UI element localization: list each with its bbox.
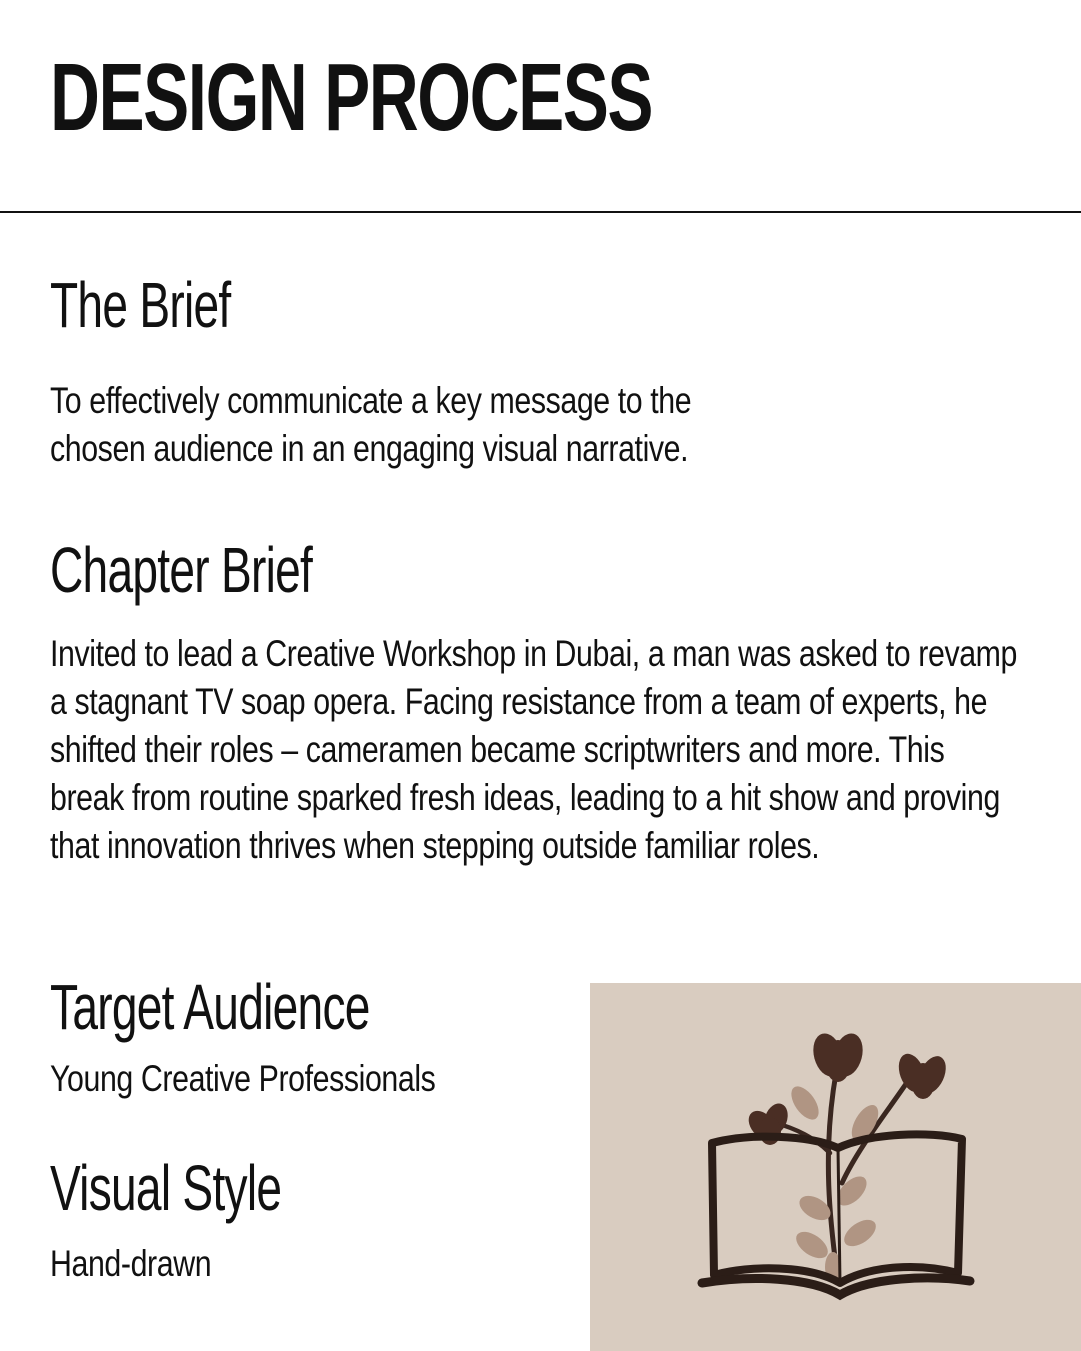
title-divider xyxy=(0,211,1081,213)
open-book-with-flowers-icon xyxy=(590,983,1081,1351)
leaf xyxy=(792,1226,833,1263)
page-title: DESIGN PROCESS xyxy=(50,44,653,151)
visual-style-heading: Visual Style xyxy=(50,1152,282,1224)
leaf xyxy=(786,1082,824,1125)
chapter-brief-heading: Chapter Brief xyxy=(50,534,313,606)
chapter-brief-text: Invited to lead a Creative Workshop in Dubai, a man was asked to revamp a stagnant TV soap opera. Facing resistance from a team of experts, he shifted their roles – cameramen became scriptwriters and more. This break from routine sparked fresh ideas, leading to a hit show and proving that innovation thrives when stepping outside familiar roles. xyxy=(50,633,1018,866)
brief-text: To effectively communicate a key message to the chosen audience in an engaging visual narrative. xyxy=(50,380,692,469)
brief-heading: The Brief xyxy=(50,269,231,341)
target-audience-heading: Target Audience xyxy=(50,971,370,1043)
stem-center xyxy=(828,1073,838,1281)
illustration-panel xyxy=(590,983,1081,1351)
flower-top xyxy=(809,1030,867,1082)
book-spine xyxy=(838,1148,840,1283)
target-audience-text: Young Creative Professionals xyxy=(50,1058,436,1099)
visual-style-text: Hand-drawn xyxy=(50,1243,212,1284)
leaf xyxy=(840,1214,881,1251)
